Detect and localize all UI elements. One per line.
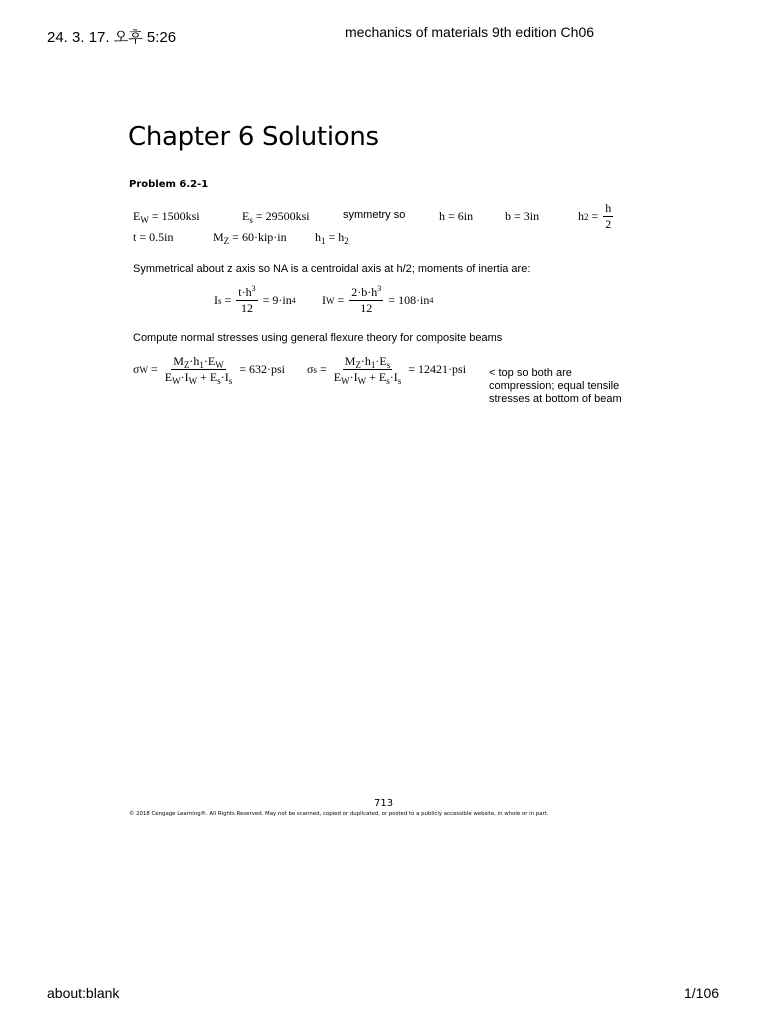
- given-b-value: 3in: [523, 209, 540, 223]
- stress-steel-result: 12421·psi: [418, 362, 467, 376]
- symmetry-text: symmetry so: [343, 209, 406, 221]
- print-footer-page-counter: 1/106: [684, 985, 720, 1001]
- print-header-datetime: 24. 3. 17. 오후 5:26: [47, 29, 177, 46]
- given-h-value: 6in: [457, 209, 474, 223]
- stress-note-line1: < top so both are: [489, 367, 572, 379]
- given-t: t = 0.5in: [133, 230, 174, 244]
- given-t-value: 0.5in: [149, 230, 174, 244]
- given-ew: $E_W = 1500ksi$: [133, 209, 200, 225]
- print-footer-url: about:blank: [47, 985, 120, 1001]
- inertia-steel: I s = $\frac{t\cdot h^3}{12}$ = 9·in 4: [214, 284, 296, 315]
- given-mz: $M_Z = 60\cdot kip\cdot in$: [213, 230, 287, 246]
- print-header-title: mechanics of materials 9th edition Ch06: [345, 24, 595, 40]
- statement-stress: Compute normal stresses using general flexure theory for composite beams: [133, 332, 503, 344]
- inertia-steel-result: 9·in: [272, 293, 292, 307]
- given-es-value: 29500ksi: [265, 209, 310, 223]
- problem-label: Problem 6.2-1: [129, 179, 209, 190]
- copyright-notice: © 2018 Cengage Learning®. All Rights Reserved. May not be scanned, copied or duplicated, or posted to a publicly accessible website, in whole or in part.: [129, 811, 549, 817]
- stress-steel: σ s = $\frac{M_Z\cdot h_1\cdot E_s}{E_W\cdot I_W + E_s\cdot I_s}$ = 12421·psi: [307, 354, 467, 386]
- stress-wood: σ W = $\frac{M_Z\cdot h_1\cdot E_W}{E_W\cdot I_W + E_s\cdot I_s}$ = 632·psi: [133, 354, 286, 386]
- page-number: 713: [374, 798, 394, 809]
- stress-wood-result: 632·psi: [249, 362, 286, 376]
- statement-neutral-axis: Symmetrical about z axis so NA is a centroidal axis at h/2; moments of inertia are:: [133, 263, 531, 275]
- stress-note-line2: compression; equal tensile: [489, 380, 620, 392]
- given-ew-value: 1500ksi: [161, 209, 200, 223]
- inertia-wood: I W = $\frac{2\cdot b\cdot h^3}{12}$ = 108·in 4: [322, 284, 434, 315]
- given-h: h = 6in: [439, 209, 474, 223]
- chapter-title: Chapter 6 Solutions: [128, 122, 379, 152]
- given-es: $E_s = 29500ksi$: [242, 209, 310, 225]
- given-mz-value: 60·kip·in: [241, 230, 287, 244]
- stress-note-line3: stresses at bottom of beam: [489, 393, 622, 405]
- stress-note: [489, 367, 622, 406]
- inertia-wood-result: 108·in: [398, 293, 430, 307]
- given-h2: h 2 = $\frac{h}{2}$: [578, 201, 612, 231]
- given-h1: $h_1 = h_2$: [315, 230, 349, 246]
- given-b: b = 3in: [505, 209, 540, 223]
